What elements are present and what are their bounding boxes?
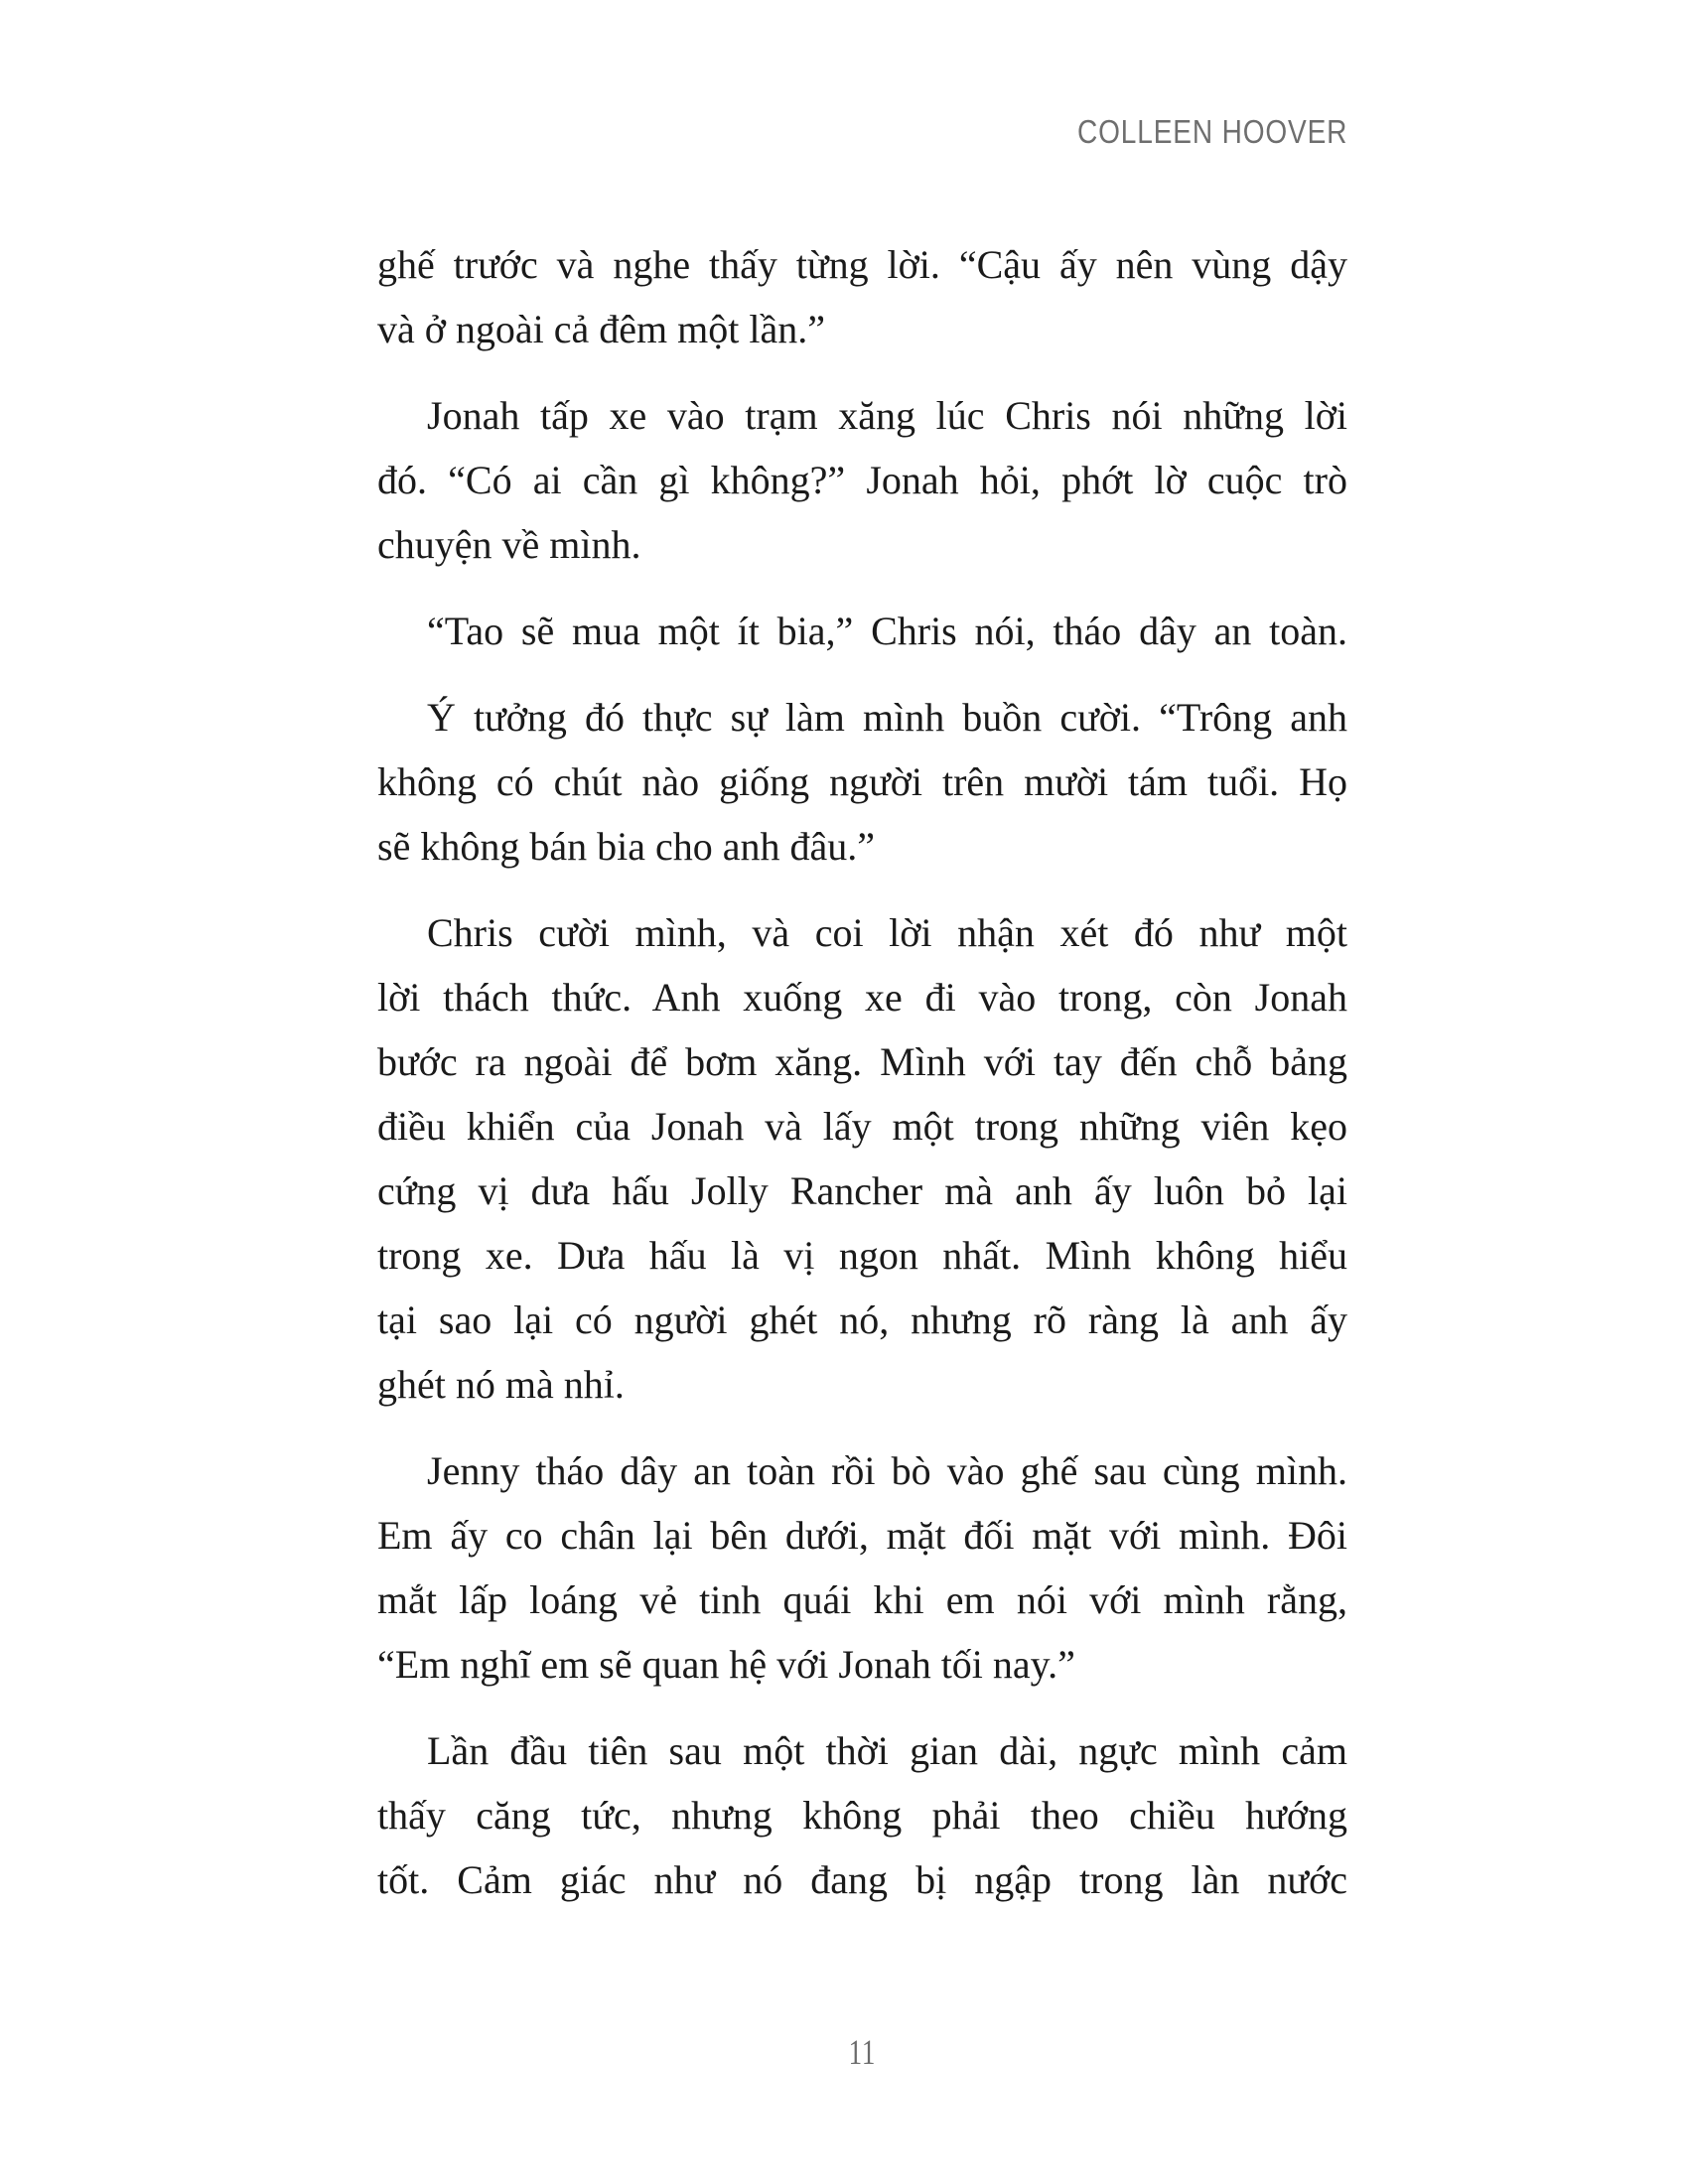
text-line: mắt lấp loáng vẻ tinh quái khi em nói với mình rằng, bbox=[377, 1577, 1347, 1622]
text-line: tại sao lại có người ghét nó, nhưng rõ ràng là anh ấy bbox=[377, 1297, 1347, 1342]
text-line: tốt. Cảm giác như nó đang bị ngập trong làn nước bbox=[377, 1857, 1347, 1902]
text-line: “Em nghĩ em sẽ quan hệ với Jonah tối nay.” bbox=[377, 1642, 1075, 1687]
text-line: ghét nó mà nhỉ. bbox=[377, 1362, 625, 1407]
text-line: và ở ngoài cả đêm một lần.” bbox=[377, 307, 825, 351]
text-line: chuyện về mình. bbox=[377, 522, 641, 567]
text-line: Jonah tấp xe vào trạm xăng lúc Chris nói những lời bbox=[427, 393, 1347, 438]
text-line: thấy căng tức, nhưng không phải theo chiều hướng bbox=[377, 1793, 1347, 1838]
text-line: cứng vị dưa hấu Jolly Rancher mà anh ấy luôn bỏ lại bbox=[377, 1168, 1347, 1213]
text-line: Chris cười mình, và coi lời nhận xét đó như một bbox=[427, 910, 1347, 955]
paragraph bbox=[377, 1438, 1347, 1697]
text-line: lời thách thức. Anh xuống xe đi vào trong, còn Jonah bbox=[377, 975, 1347, 1020]
text-line: Jenny tháo dây an toàn rồi bò vào ghế sau cùng mình. bbox=[427, 1448, 1347, 1493]
text-line: ghế trước và nghe thấy từng lời. “Cậu ấy nên vùng dậy bbox=[377, 242, 1347, 287]
text-line: Em ấy co chân lại bên dưới, mặt đối mặt với mình. Đôi bbox=[377, 1513, 1347, 1558]
text-line: Ý tưởng đó thực sự làm mình buồn cười. “Trông anh bbox=[427, 695, 1347, 740]
paragraph bbox=[377, 232, 1347, 361]
text-line: trong xe. Dưa hấu là vị ngon nhất. Mình không hiểu bbox=[377, 1233, 1347, 1278]
page-number-value: 11 bbox=[848, 2032, 877, 2072]
text-line: bước ra ngoài để bơm xăng. Mình với tay đến chỗ bảng bbox=[377, 1039, 1347, 1084]
text-line: đó. “Có ai cần gì không?” Jonah hỏi, phớt lờ cuộc trò bbox=[377, 458, 1347, 502]
running-header bbox=[377, 115, 1347, 148]
paragraph bbox=[377, 900, 1347, 1417]
paragraph bbox=[377, 1718, 1347, 1912]
text-line: sẽ không bán bia cho anh đâu.” bbox=[377, 824, 875, 869]
paragraph bbox=[377, 599, 1347, 663]
paragraph bbox=[377, 685, 1347, 879]
body-text-block bbox=[377, 232, 1347, 1912]
text-line: “Tao sẽ mua một ít bia,” Chris nói, tháo dây an toàn. bbox=[427, 609, 1347, 653]
text-line: Lần đầu tiên sau một thời gian dài, ngực mình cảm bbox=[427, 1728, 1347, 1773]
text-line: không có chút nào giống người trên mười tám tuổi. Họ bbox=[377, 759, 1347, 804]
paragraph bbox=[377, 383, 1347, 577]
running-header-author: COLLEEN HOOVER bbox=[1076, 113, 1347, 150]
text-line: điều khiển của Jonah và lấy một trong những viên kẹo bbox=[377, 1104, 1347, 1149]
page-number bbox=[377, 2034, 1347, 2070]
